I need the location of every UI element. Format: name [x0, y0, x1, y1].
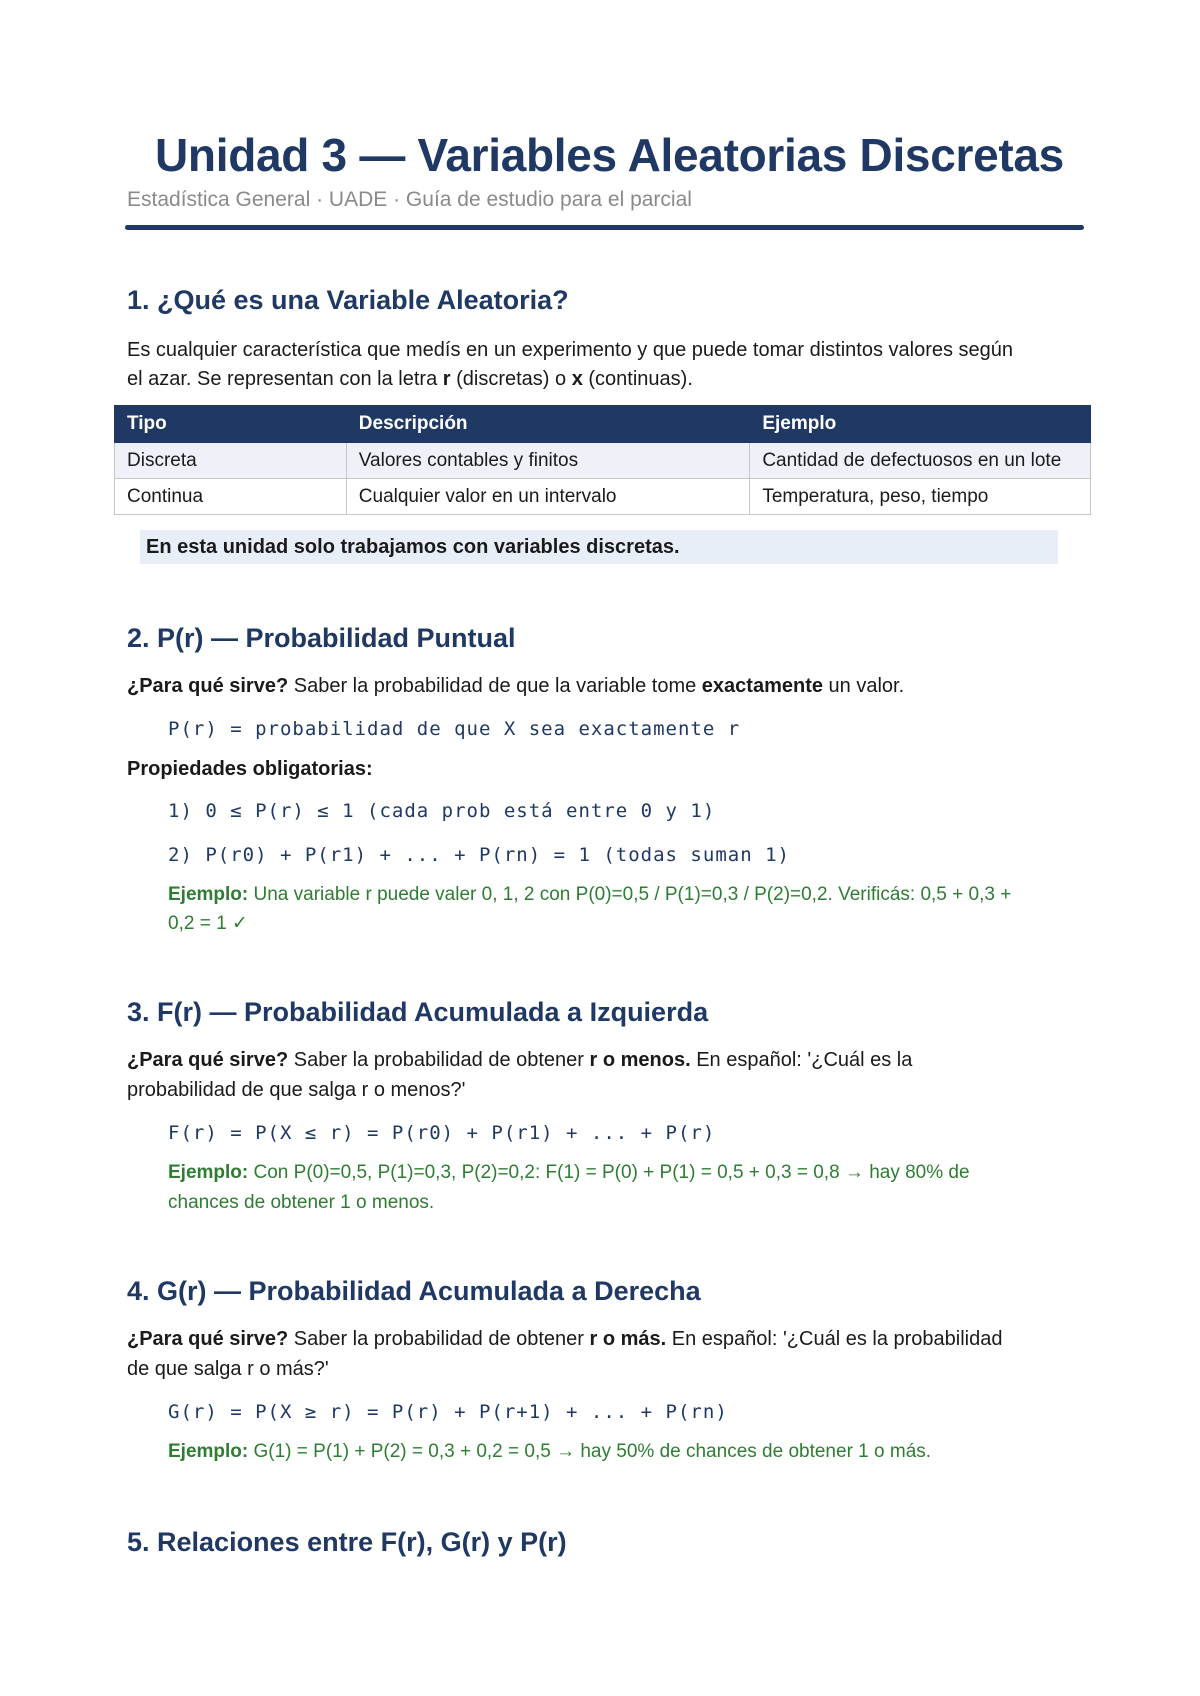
table-header-cell: Descripción — [346, 406, 750, 443]
table-cell: Continua — [115, 479, 347, 515]
table-cell: Valores contables y finitos — [346, 443, 750, 479]
section-4-example: Ejemplo: G(1) = P(1) + P(2) = 0,3 + 0,2 = 0,5 → hay 50% de chances de obtener 1 o más. — [168, 1441, 932, 1462]
section-1-paragraph-line-2: el azar. Se representan con la letra r (discretas) o x (continuas). — [127, 368, 693, 390]
section-3-example-line-2: chances de obtener 1 o menos. — [168, 1192, 435, 1213]
table-cell: Cantidad de defectuosos en un lote — [750, 443, 1091, 479]
section-1-heading: 1. ¿Qué es una Variable Aleatoria? — [127, 285, 569, 315]
table-cell: Cualquier valor en un intervalo — [346, 479, 750, 515]
section-2-example-line-2: 0,2 = 1 ✓ — [168, 913, 248, 934]
section-4-purpose-line-1: ¿Para qué sirve? Saber la probabilidad de obtener r o más. En español: '¿Cuál es la probabilidad — [127, 1328, 1003, 1350]
g-r-formula: G(r) = P(X ≥ r) = P(r) + P(r+1) + ... + P(rn) — [168, 1401, 728, 1423]
page-title: Unidad 3 — Variables Aleatorias Discretas — [155, 129, 1064, 181]
table-header-cell: Ejemplo — [750, 406, 1091, 443]
section-5-heading: 5. Relaciones entre F(r), G(r) y P(r) — [127, 1527, 567, 1557]
property-2: 2) P(r0) + P(r1) + ... + P(rn) = 1 (todas suman 1) — [168, 844, 790, 866]
section-2-heading: 2. P(r) — Probabilidad Puntual — [127, 623, 516, 653]
section-4-purpose-line-2: de que salga r o más?' — [127, 1358, 329, 1380]
variable-types-table — [114, 405, 1091, 515]
section-3-heading: 3. F(r) — Probabilidad Acumulada a Izquierda — [127, 997, 709, 1027]
table-header-cell: Tipo — [115, 406, 347, 443]
page-subtitle: Estadística General · UADE · Guía de estudio para el parcial — [127, 188, 692, 211]
discrete-only-note: En esta unidad solo trabajamos con variables discretas. — [140, 530, 1058, 564]
table-header-row — [115, 406, 1091, 443]
section-1-paragraph-line-1: Es cualquier característica que medís en un experimento y que puede tomar distintos valores según — [127, 339, 1014, 361]
property-1: 1) 0 ≤ P(r) ≤ 1 (cada prob está entre 0 y 1) — [168, 800, 716, 822]
table-row — [115, 479, 1091, 515]
table-row — [115, 443, 1091, 479]
section-2-purpose: ¿Para qué sirve? Saber la probabilidad de que la variable tome exactamente un valor. — [127, 675, 905, 697]
section-4-heading: 4. G(r) — Probabilidad Acumulada a Derecha — [127, 1276, 701, 1306]
title-divider — [125, 225, 1084, 230]
p-r-formula: P(r) = probabilidad de que X sea exactamente r — [168, 718, 741, 740]
section-3-example-line-1: Ejemplo: Con P(0)=0,5, P(1)=0,3, P(2)=0,2: F(1) = P(0) + P(1) = 0,5 + 0,3 = 0,8 → hay 80% de — [168, 1162, 970, 1183]
table-cell: Temperatura, peso, tiempo — [750, 479, 1091, 515]
section-3-purpose-line-2: probabilidad de que salga r o menos?' — [127, 1079, 466, 1101]
table-cell: Discreta — [115, 443, 347, 479]
f-r-formula: F(r) = P(X ≤ r) = P(r0) + P(r1) + ... + P(r) — [168, 1122, 716, 1144]
section-3-purpose-line-1: ¿Para qué sirve? Saber la probabilidad de obtener r o menos. En español: '¿Cuál es la — [127, 1049, 913, 1071]
section-2-example-line-1: Ejemplo: Una variable r puede valer 0, 1, 2 con P(0)=0,5 / P(1)=0,3 / P(2)=0,2. Verificás: 0,5 + 0,3 + — [168, 884, 1012, 905]
properties-label: Propiedades obligatorias: — [127, 758, 373, 780]
